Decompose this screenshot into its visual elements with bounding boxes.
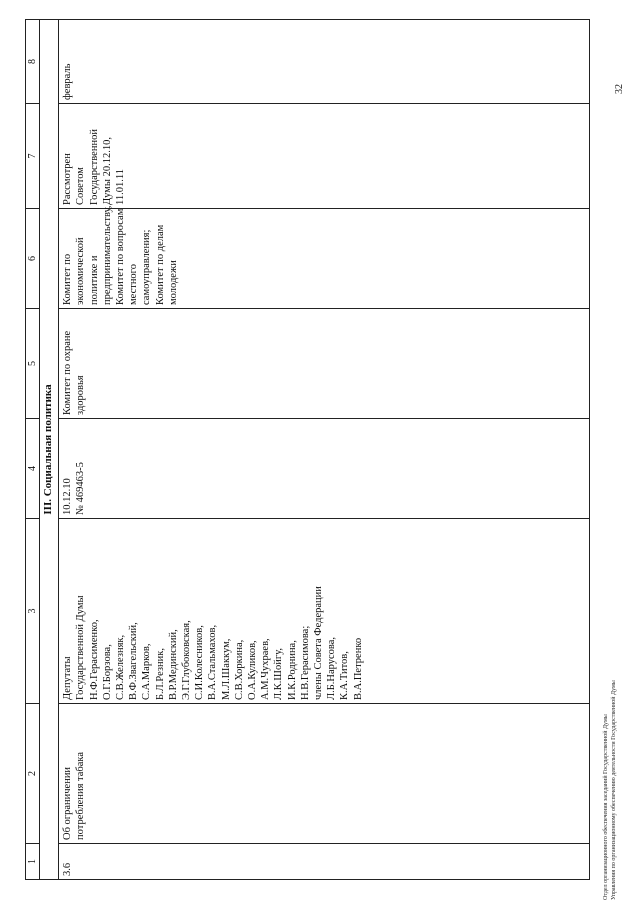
cell-line: № 469463-5 bbox=[75, 462, 87, 515]
cell-line: М.Л.Шаккум, bbox=[220, 638, 232, 700]
column-number: 8 bbox=[26, 20, 40, 104]
cell-line: местного bbox=[128, 264, 140, 305]
bill-title bbox=[59, 704, 590, 844]
cell-line: Об ограничении bbox=[62, 766, 74, 840]
cell-line: Советом bbox=[75, 167, 87, 205]
footer-line-1: Отдел организационного обеспечения заседаний Государственной Думы bbox=[603, 714, 609, 900]
bill-status bbox=[59, 104, 590, 209]
cell-line: экономической bbox=[75, 237, 87, 305]
cell-line: В.А.Петренко bbox=[352, 637, 364, 700]
cell-line: потребления табака bbox=[75, 751, 87, 840]
cell-line: Рассмотрен bbox=[62, 153, 74, 205]
responsible-committee bbox=[59, 309, 590, 419]
cell-line: В.Р.Мединский, bbox=[167, 629, 179, 700]
column-number: 4 bbox=[26, 419, 40, 519]
page-footer bbox=[602, 680, 618, 900]
cell-line: С.В.Железняк, bbox=[115, 634, 127, 700]
cell-line: Комитет по охране bbox=[62, 330, 74, 415]
cell-line: С.И.Колесников, bbox=[194, 625, 206, 700]
cell-line: здоровья bbox=[75, 375, 87, 415]
page-number: 32 bbox=[614, 84, 625, 94]
column-number: 6 bbox=[26, 209, 40, 309]
cell-line: И.К.Роднина, bbox=[286, 640, 298, 700]
cell-line: А.М.Чухраев, bbox=[260, 638, 272, 700]
rotated-table-container bbox=[25, 20, 615, 880]
bill-authors bbox=[59, 519, 590, 704]
column-number: 3 bbox=[26, 519, 40, 704]
cell-line: Государственной bbox=[88, 129, 100, 205]
cell-line: Комитет по вопросам bbox=[115, 208, 127, 305]
cell-line: О.Г.Борзова, bbox=[101, 644, 113, 700]
cell-line: февраль bbox=[62, 63, 74, 100]
table-row bbox=[59, 20, 590, 880]
cell-line: Б.Л.Резник, bbox=[154, 647, 166, 700]
row-number: 3.6 bbox=[59, 844, 590, 880]
cell-line: Государственной Думы bbox=[75, 595, 87, 700]
planned-month bbox=[59, 20, 590, 104]
cell-line: К.А.Титов, bbox=[339, 651, 351, 700]
co-executor-committees bbox=[59, 205, 590, 309]
legislation-table bbox=[25, 19, 590, 880]
cell-line: С.А.Марков, bbox=[141, 643, 153, 700]
cell-line: В.Ф.Звагельский, bbox=[128, 622, 140, 700]
cell-line: Комитет по bbox=[62, 253, 74, 305]
cell-line: Н.В.Герасимова; bbox=[299, 625, 311, 700]
cell-line: Э.Г.Глубоковская, bbox=[181, 620, 193, 700]
cell-line: молодежи bbox=[167, 260, 179, 305]
cell-line: 11.01.11 bbox=[115, 169, 127, 205]
cell-line: Н.Ф.Герасименко, bbox=[88, 619, 100, 700]
cell-line: Л.К.Шойгу, bbox=[273, 648, 285, 700]
cell-line: С.В.Хоркина, bbox=[233, 639, 245, 700]
cell-line: Комитет по делам bbox=[154, 224, 166, 305]
footer-line-2: Управления по организационному обеспечению деятельности Государственной Думы bbox=[611, 680, 617, 900]
cell-line: Л.Б.Нарусова, bbox=[326, 636, 338, 700]
column-number: 7 bbox=[26, 104, 40, 209]
section-title: III. Социальная политика bbox=[40, 20, 59, 880]
cell-line: Думы 20.12.10, bbox=[101, 137, 113, 205]
column-number: 2 bbox=[26, 704, 40, 844]
cell-line: политике и bbox=[88, 255, 100, 305]
column-number-row bbox=[26, 20, 40, 880]
cell-line: самоуправления; bbox=[141, 229, 153, 305]
cell-line: Депутаты bbox=[62, 656, 74, 700]
section-row bbox=[40, 20, 59, 880]
column-number: 1 bbox=[26, 844, 40, 880]
cell-line: В.А.Стальмахов, bbox=[207, 624, 219, 700]
cell-line: О.А.Куликов, bbox=[247, 640, 259, 700]
column-number: 5 bbox=[26, 309, 40, 419]
cell-line: предпринимательству, bbox=[101, 205, 113, 305]
cell-line: 10.12.10 bbox=[62, 478, 74, 515]
registration-date bbox=[59, 419, 590, 519]
cell-line: члены Совета Федерации bbox=[313, 586, 325, 700]
